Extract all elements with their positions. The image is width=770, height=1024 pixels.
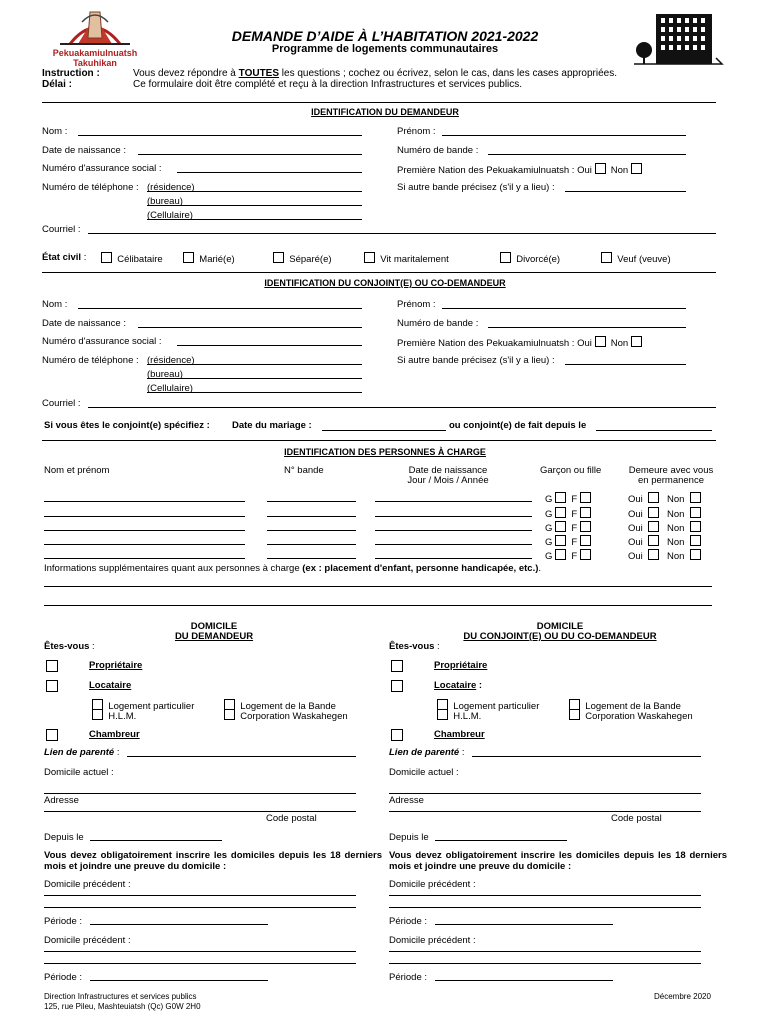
garcon-checkbox[interactable]	[555, 492, 566, 503]
spouse-cellulaire-label: (Cellulaire)	[147, 383, 193, 394]
delai-label: Délai :	[42, 79, 73, 90]
hlm-option[interactable]: H.L.M.	[437, 709, 481, 722]
status-veuf[interactable]: Veuf (veuve)	[601, 252, 671, 265]
spouse-residence-label: (résidence)	[147, 355, 195, 366]
checkbox[interactable]	[364, 252, 375, 263]
garcon-checkbox[interactable]	[555, 507, 566, 518]
applicant-prenom-field[interactable]	[442, 135, 686, 136]
domicile-precedent-field[interactable]	[389, 895, 701, 896]
dependent-band-field[interactable]	[267, 501, 356, 502]
checkbox[interactable]	[601, 252, 612, 263]
garcon-checkbox[interactable]	[555, 521, 566, 532]
applicant-nom-label: Nom :	[42, 126, 68, 137]
logo-line2: Takuhikan	[73, 58, 117, 68]
dependents-info: Informations supplémentaires quant aux personnes à charge (ex : placement d'enfant, personne handicapée, etc.).	[44, 563, 542, 574]
obligation-text: Vous devez obligatoirement inscrire les domiciles depuis les 18 derniers mois et joindre une preuve du domicile :	[44, 850, 382, 872]
spouse-nas-label: Numéro d'assurance social :	[42, 336, 162, 347]
domicile-precedent-field[interactable]	[44, 895, 356, 896]
applicant-courriel-label: Courriel :	[42, 224, 81, 235]
footer-line2: 125, rue Pileu, Mashteuiatsh (Qc) G0W 2H0	[44, 1002, 201, 1011]
fille-checkbox[interactable]	[580, 549, 591, 560]
fille-checkbox[interactable]	[580, 535, 591, 546]
applicant-cellulaire-label: (Cellulaire)	[147, 210, 193, 221]
adresse-label: Adresse	[389, 795, 424, 806]
chambreur-checkbox[interactable]	[391, 729, 403, 744]
applicant-nas-field[interactable]	[177, 172, 362, 173]
applicant-naissance-label: Date de naissance :	[42, 145, 126, 156]
form-title: DEMANDE D’AIDE À L’HABITATION 2021-2022	[231, 28, 539, 44]
footer-line1: Direction Infrastructures et services publics	[44, 992, 197, 1001]
dependent-dob-field[interactable]	[375, 530, 532, 531]
checkbox[interactable]	[101, 252, 112, 263]
chambreur-label: Chambreur	[434, 729, 485, 740]
applicant-residence-label: (résidence)	[147, 182, 195, 193]
dependent-band-field[interactable]	[267, 530, 356, 531]
dependent-sex-options: G F	[545, 507, 591, 520]
logement-bande-option[interactable]: Logement de la Bande	[569, 699, 681, 712]
spouse-bureau-field[interactable]	[147, 378, 362, 379]
applicant-residence-field[interactable]	[147, 191, 362, 192]
hlm-option[interactable]: H.L.M.	[92, 709, 136, 722]
spouse-nom-label: Nom :	[42, 299, 68, 310]
domicile-precedent-label: Domicile précédent :	[389, 935, 476, 946]
depuis-field[interactable]	[90, 840, 222, 841]
domicile-title: DOMICILE	[536, 621, 584, 632]
date-mariage-field[interactable]	[322, 430, 446, 431]
applicant-prenom-label: Prénom :	[397, 126, 436, 137]
dependent-band-field[interactable]	[267, 558, 356, 559]
dependent-sex-options: G F	[545, 535, 591, 548]
logement-particulier-option[interactable]: Logement particulier	[92, 699, 194, 712]
dependents-section-title: IDENTIFICATION DES PERSONNES À CHARGE	[284, 447, 486, 457]
dependent-perm-options: Oui Non	[628, 535, 701, 548]
col-dob-format: Jour / Mois / Année	[407, 475, 489, 486]
domicile-precedent-label: Domicile précédent :	[44, 935, 131, 946]
periode-label: Période :	[389, 972, 428, 983]
applicant-oui-checkbox[interactable]	[595, 163, 606, 174]
col-name-header: Nom et prénom	[44, 465, 110, 476]
oui-checkbox[interactable]	[648, 549, 659, 560]
etes-vous-label: Êtes-vous :	[44, 641, 95, 652]
code-postal-label: Code postal	[611, 813, 662, 824]
conjoint-fait-field[interactable]	[596, 430, 712, 431]
obligation-text: Vous devez obligatoirement inscrire les domiciles depuis les 18 derniers mois et joindre une preuve du domicile :	[389, 850, 727, 872]
domicile-subtitle: DU DEMANDEUR	[174, 631, 254, 642]
spouse-telephone-label: Numéro de téléphone :	[42, 355, 139, 366]
periode-field[interactable]	[435, 980, 613, 981]
col-sex-header: Garçon ou fille	[540, 465, 602, 476]
dependent-name-field[interactable]	[44, 558, 245, 559]
fille-checkbox[interactable]	[580, 492, 591, 503]
logo-line1: Pekuakamiulnuatsh	[52, 48, 138, 58]
oui-checkbox[interactable]	[648, 507, 659, 518]
status-celibataire[interactable]: Célibataire	[101, 252, 163, 265]
periode-field[interactable]	[435, 924, 613, 925]
domicile-precedent-field[interactable]	[44, 951, 356, 952]
domicile-actuel-field[interactable]	[389, 793, 701, 794]
building-icon	[632, 12, 724, 71]
delai-text: Ce formulaire doit être complété et reçu à la direction Infrastructures et services publics.	[133, 79, 523, 90]
dependent-band-field[interactable]	[267, 544, 356, 545]
logement-bande-option[interactable]: Logement de la Bande	[224, 699, 336, 712]
oui-checkbox[interactable]	[648, 492, 659, 503]
locataire-checkbox[interactable]	[46, 680, 58, 695]
fille-checkbox[interactable]	[580, 521, 591, 532]
depuis-label: Depuis le	[389, 832, 429, 843]
instruction-text: Vous devez répondre à TOUTES les questions ; cochez ou écrivez, selon le cas, dans les cases appropriées.	[133, 68, 617, 79]
footer-date: Décembre 2020	[654, 992, 711, 1001]
spouse-courriel-label: Courriel :	[42, 398, 81, 409]
non-checkbox[interactable]	[690, 521, 701, 532]
domicile-actuel-label: Domicile actuel :	[44, 767, 114, 778]
fille-checkbox[interactable]	[580, 507, 591, 518]
applicant-nom-field[interactable]	[78, 135, 362, 136]
dependent-perm-options: Oui Non	[628, 507, 701, 520]
date-mariage-label: Date du mariage :	[232, 420, 312, 431]
checkbox[interactable]	[183, 252, 194, 263]
domicile-precedent-field[interactable]	[389, 951, 701, 952]
oui-checkbox[interactable]	[648, 521, 659, 532]
lien-parente-field[interactable]	[127, 756, 356, 757]
corporation-option[interactable]: Corporation Waskahegen	[569, 709, 693, 722]
domicile-precedent-field-2[interactable]	[389, 907, 701, 908]
non-checkbox[interactable]	[690, 507, 701, 518]
applicant-premiere-nation: Première Nation des Pekuakamiulnuatsh : Oui Non	[397, 163, 642, 176]
dependent-dob-field[interactable]	[375, 544, 532, 545]
dependent-dob-field[interactable]	[375, 558, 532, 559]
adresse-field[interactable]	[389, 811, 701, 812]
status-vit-maritalement[interactable]: Vit maritalement	[364, 252, 449, 265]
etat-civil-row: État civil :	[42, 252, 87, 263]
domicile-precedent-field-2[interactable]	[44, 963, 356, 964]
dependents-info-line-1[interactable]	[44, 586, 712, 587]
applicant-bande-label: Numéro de bande :	[397, 145, 479, 156]
garcon-checkbox[interactable]	[555, 535, 566, 546]
periode-label: Période :	[44, 972, 83, 983]
applicant-autre-bande-label: Si autre bande précisez (s'il y a lieu) :	[397, 182, 555, 193]
locataire-label: Locataire :	[434, 680, 483, 691]
locataire-label: Locataire	[89, 680, 132, 691]
col-perm-header: Demeure avec vous	[628, 465, 714, 476]
instruction-label: Instruction :	[42, 68, 100, 79]
dependent-perm-options: Oui Non	[628, 549, 701, 562]
spouse-courriel-field[interactable]	[88, 407, 716, 408]
applicant-autre-bande-field[interactable]	[565, 191, 686, 192]
lien-parente-label: Lien de parenté :	[44, 747, 120, 758]
applicant-telephone-label: Numéro de téléphone :	[42, 182, 139, 193]
adresse-label: Adresse	[44, 795, 79, 806]
applicant-courriel-field[interactable]	[88, 233, 716, 234]
spouse-bande-field[interactable]	[488, 327, 686, 328]
spouse-section-title: IDENTIFICATION DU CONJOINT(E) OU CO-DEMANDEUR	[264, 278, 506, 288]
col-perm-header-2: en permanence	[637, 475, 705, 486]
dependent-sex-options: G F	[545, 549, 591, 562]
periode-label: Période :	[389, 916, 428, 927]
proprietaire-checkbox[interactable]	[46, 660, 58, 675]
periode-label: Période :	[44, 916, 83, 927]
divider	[42, 102, 716, 103]
dependents-info-line-2[interactable]	[44, 605, 712, 606]
dependent-dob-field[interactable]	[375, 516, 532, 517]
lien-parente-label: Lien de parenté :	[389, 747, 465, 758]
dependent-name-field[interactable]	[44, 544, 245, 545]
status-separe[interactable]: Séparé(e)	[273, 252, 332, 265]
applicant-non-checkbox[interactable]	[631, 163, 642, 174]
domicile-actuel-field[interactable]	[44, 793, 356, 794]
chambreur-label: Chambreur	[89, 729, 140, 740]
spouse-oui-checkbox[interactable]	[595, 336, 606, 347]
depuis-label: Depuis le	[44, 832, 84, 843]
applicant-bureau-field[interactable]	[147, 205, 362, 206]
non-checkbox[interactable]	[690, 535, 701, 546]
spouse-bureau-label: (bureau)	[147, 369, 183, 380]
dependent-name-field[interactable]	[44, 530, 245, 531]
spouse-prenom-label: Prénom :	[397, 299, 436, 310]
domicile-precedent-label: Domicile précédent :	[44, 879, 131, 890]
chambreur-checkbox[interactable]	[46, 729, 58, 744]
checkbox[interactable]	[273, 252, 284, 263]
checkbox[interactable]	[500, 252, 511, 263]
domicile-subtitle: DU CONJOINT(E) OU DU CO-DEMANDEUR	[463, 631, 657, 642]
domicile-precedent-field-2[interactable]	[389, 963, 701, 964]
domicile-title: DOMICILE	[190, 621, 238, 632]
conjoint-fait-label: ou conjoint(e) de fait depuis le	[449, 420, 587, 431]
applicant-cellulaire-field[interactable]	[147, 219, 362, 220]
spouse-bande-label: Numéro de bande :	[397, 318, 479, 329]
proprietaire-label: Propriétaire	[89, 660, 143, 671]
dependent-sex-options: G F	[545, 521, 591, 534]
spouse-nas-field[interactable]	[177, 345, 362, 346]
spouse-naissance-label: Date de naissance :	[42, 318, 126, 329]
proprietaire-label: Propriétaire	[434, 660, 488, 671]
dependent-perm-options: Oui Non	[628, 521, 701, 534]
code-postal-label: Code postal	[266, 813, 317, 824]
col-dob-header: Date de naissance	[408, 465, 488, 476]
status-divorce[interactable]: Divorcé(e)	[500, 252, 560, 265]
spouse-naissance-field[interactable]	[138, 327, 362, 328]
spouse-autre-bande-label: Si autre bande précisez (s'il y a lieu) :	[397, 355, 555, 366]
depuis-field[interactable]	[435, 840, 567, 841]
oui-checkbox[interactable]	[648, 535, 659, 546]
spouse-nom-field[interactable]	[78, 308, 362, 309]
applicant-naissance-field[interactable]	[138, 154, 362, 155]
proprietaire-checkbox[interactable]	[391, 660, 403, 675]
spouse-residence-field[interactable]	[147, 364, 362, 365]
garcon-checkbox[interactable]	[555, 549, 566, 560]
applicant-bureau-label: (bureau)	[147, 196, 183, 207]
locataire-checkbox[interactable]	[391, 680, 403, 695]
spouse-premiere-nation: Première Nation des Pekuakamiulnuatsh : Oui Non	[397, 336, 642, 349]
status-marie[interactable]: Marié(e)	[183, 252, 235, 265]
applicant-bande-field[interactable]	[488, 154, 686, 155]
divider	[42, 272, 716, 273]
applicant-nas-label: Numéro d'assurance social :	[42, 163, 162, 174]
spouse-cellulaire-field[interactable]	[147, 392, 362, 393]
dependent-dob-field[interactable]	[375, 501, 532, 502]
dependent-name-field[interactable]	[44, 516, 245, 517]
domicile-actuel-label: Domicile actuel :	[389, 767, 459, 778]
domicile-precedent-field-2[interactable]	[44, 907, 356, 908]
form-subtitle: Programme de logements communautaires	[271, 43, 499, 55]
non-checkbox[interactable]	[690, 549, 701, 560]
applicant-section-title: IDENTIFICATION DU DEMANDEUR	[311, 107, 459, 117]
conjoint-specify-label: Si vous êtes le conjoint(e) spécifiez :	[44, 420, 210, 431]
spouse-autre-bande-field[interactable]	[565, 364, 686, 365]
adresse-field[interactable]	[44, 811, 356, 812]
non-checkbox[interactable]	[690, 492, 701, 503]
dependent-perm-options: Oui Non	[628, 492, 701, 505]
spouse-prenom-field[interactable]	[442, 308, 686, 309]
dependent-band-field[interactable]	[267, 516, 356, 517]
spouse-non-checkbox[interactable]	[631, 336, 642, 347]
dependent-name-field[interactable]	[44, 501, 245, 502]
periode-field[interactable]	[90, 980, 268, 981]
periode-field[interactable]	[90, 924, 268, 925]
corporation-option[interactable]: Corporation Waskahegen	[224, 709, 348, 722]
logement-particulier-option[interactable]: Logement particulier	[437, 699, 539, 712]
col-band-header: N° bande	[284, 465, 324, 476]
divider	[42, 440, 716, 441]
lien-parente-field[interactable]	[472, 756, 701, 757]
etes-vous-label: Êtes-vous :	[389, 641, 440, 652]
domicile-precedent-label: Domicile précédent :	[389, 879, 476, 890]
dependent-sex-options: G F	[545, 492, 591, 505]
